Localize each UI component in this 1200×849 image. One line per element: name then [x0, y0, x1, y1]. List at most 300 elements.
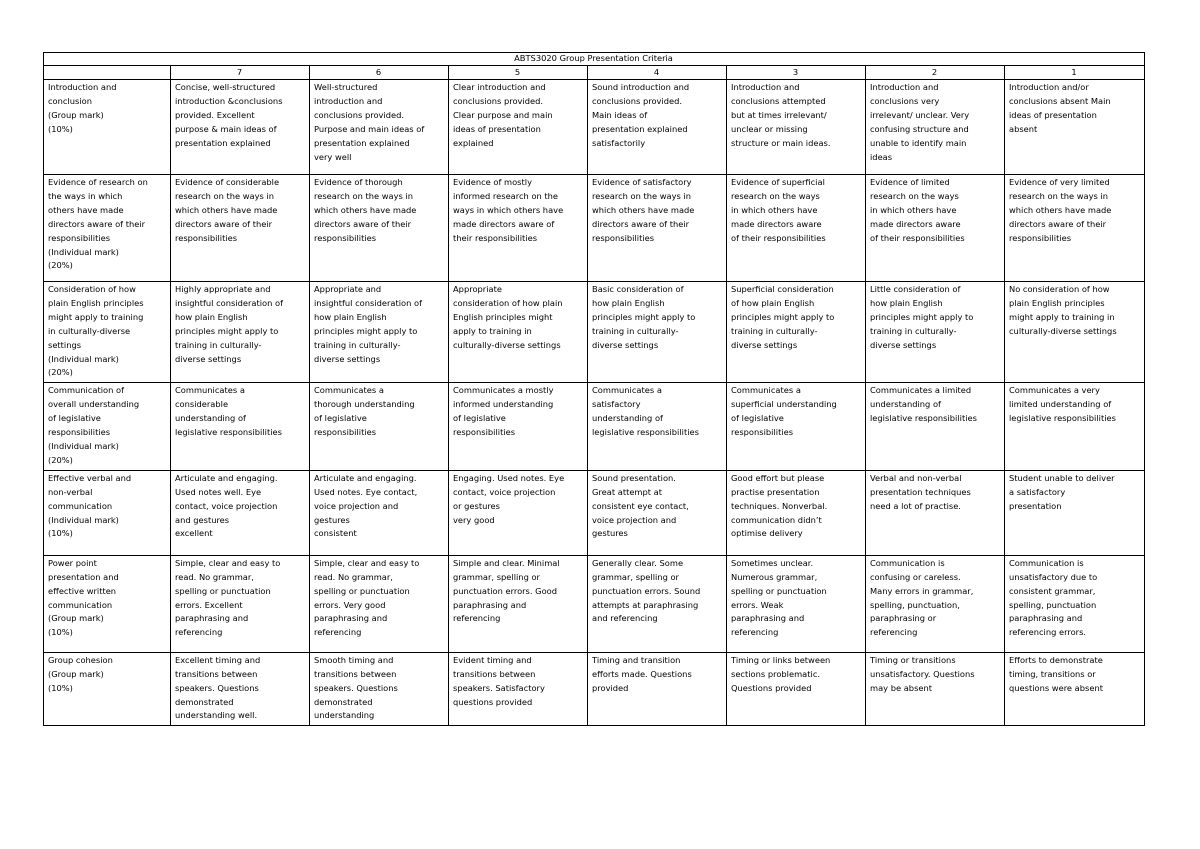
descriptor-line: presentation — [1009, 500, 1062, 511]
descriptor-line: plain English principles — [1009, 297, 1105, 308]
descriptor-line: training in culturally- — [175, 339, 262, 350]
descriptor-line: conclusions provided. — [314, 109, 405, 120]
descriptor-line: research on the ways — [731, 190, 820, 201]
criterion-line: (Individual mark) — [48, 353, 119, 364]
descriptor-line: spelling or punctuation — [175, 585, 271, 596]
criterion-line: presentation and — [48, 571, 119, 582]
descriptor-line: principles might apply to — [731, 311, 835, 322]
descriptor-line: responsibilities — [314, 427, 377, 438]
descriptor-line: provided. Excellent — [175, 109, 255, 120]
descriptor-line: techniques. Nonverbal. — [731, 500, 828, 511]
descriptor-line: speakers. Satisfactory — [453, 682, 545, 693]
descriptor-cell-score-2 — [866, 175, 1005, 282]
descriptor-line: transitions between — [175, 668, 258, 679]
criterion-line: Effective verbal and — [48, 472, 132, 483]
descriptor-line: Simple and clear. Minimal — [453, 557, 560, 568]
descriptor-line: paraphrasing and — [1009, 613, 1083, 624]
descriptor-line: consistent eye contact, — [592, 500, 689, 511]
descriptor-line: might apply to training in — [1009, 311, 1115, 322]
descriptor-cell-score-6 — [310, 555, 449, 652]
descriptor-line: contact, voice projection — [175, 500, 278, 511]
criterion-cell — [44, 652, 171, 726]
descriptor-line: referencing — [731, 627, 779, 638]
descriptor-line: irrelevant/ unclear. Very — [870, 109, 970, 120]
descriptor-line: referencing — [314, 627, 362, 638]
descriptor-line: referencing — [453, 613, 501, 624]
descriptor-line: demonstrated — [175, 696, 234, 707]
descriptor-line: principles might apply to — [870, 311, 974, 322]
descriptor-cell-score-4 — [588, 555, 727, 652]
descriptor-line: Evident timing and — [453, 654, 532, 665]
criterion-line: responsibilities — [48, 427, 111, 438]
descriptor-line: Great attempt at — [592, 486, 663, 497]
criterion-line: communication — [48, 599, 113, 610]
criterion-cell — [44, 555, 171, 652]
descriptor-line: made directors aware of — [453, 218, 555, 229]
criterion-line: (Group mark) — [48, 109, 104, 120]
criterion-line: others have made — [48, 204, 124, 215]
descriptor-cell-score-4 — [588, 383, 727, 470]
descriptor-line: which others have made — [1009, 204, 1112, 215]
criterion-line: in culturally-diverse — [48, 325, 131, 336]
descriptor-cell-score-5 — [449, 555, 588, 652]
descriptor-line: Little consideration of — [870, 284, 961, 294]
descriptor-cell-score-6 — [310, 652, 449, 726]
descriptor-line: Simple, clear and easy to — [314, 557, 420, 568]
descriptor-line: punctuation errors. Sound — [592, 585, 701, 596]
descriptor-line: informed understanding — [453, 399, 554, 410]
descriptor-line: introduction and — [314, 95, 383, 106]
criterion-line: (Group mark) — [48, 668, 104, 679]
descriptor-line: responsibilities — [175, 232, 238, 243]
descriptor-line: referencing errors. — [1009, 627, 1087, 638]
descriptor-line: gestures — [592, 528, 628, 539]
criterion-line: (Individual mark) — [48, 440, 119, 451]
descriptor-line: and referencing — [592, 613, 658, 624]
descriptor-line: diverse settings — [314, 353, 381, 364]
descriptor-line: responsibilities — [731, 427, 794, 438]
criterion-line: (20%) — [48, 454, 73, 465]
descriptor-line: insightful consideration of — [314, 297, 423, 308]
criterion-line: the ways in which — [48, 190, 123, 201]
descriptor-line: Introduction and — [870, 82, 939, 92]
criterion-line: (Individual mark) — [48, 514, 119, 525]
descriptor-line: Communication is — [870, 557, 945, 568]
descriptor-line: Student unable to deliver — [1009, 472, 1115, 483]
descriptor-cell-score-2 — [866, 282, 1005, 383]
descriptor-cell-score-7 — [171, 80, 310, 175]
descriptor-line: Evidence of superficial — [731, 177, 825, 187]
descriptor-line: Highly appropriate and — [175, 284, 271, 294]
descriptor-line: errors. Excellent — [175, 599, 243, 610]
descriptor-line: need a lot of practise. — [870, 500, 961, 511]
descriptor-line: Evidence of thorough — [314, 177, 403, 187]
descriptor-line: contact, voice projection — [453, 486, 556, 497]
descriptor-line: in which others have — [731, 204, 818, 215]
descriptor-line: understanding well. — [175, 710, 258, 721]
descriptor-line: speakers. Questions — [314, 682, 398, 693]
descriptor-line: purpose & main ideas of — [175, 123, 277, 134]
descriptor-line: responsibilities — [1009, 232, 1072, 243]
criterion-line: of legislative — [48, 413, 101, 424]
descriptor-cell-score-1 — [1005, 470, 1145, 555]
criterion-cell — [44, 282, 171, 383]
descriptor-line: but at times irrelevant/ — [731, 109, 827, 120]
descriptor-line: Evidence of mostly — [453, 177, 532, 187]
criterion-cell — [44, 175, 171, 282]
descriptor-line: conclusions provided. — [453, 95, 544, 106]
descriptor-line: which others have made — [314, 204, 417, 215]
descriptor-line: English principles might — [453, 311, 553, 322]
descriptor-line: consistent — [314, 528, 357, 539]
criterion-row — [44, 652, 1145, 726]
descriptor-line: diverse settings — [870, 339, 937, 350]
descriptor-line: Communicates a limited — [870, 385, 972, 396]
descriptor-cell-score-6 — [310, 80, 449, 175]
descriptor-line: made directors aware — [731, 218, 822, 229]
descriptor-line: questions were absent — [1009, 682, 1103, 693]
descriptor-line: presentation techniques — [870, 486, 971, 497]
descriptor-line: provided — [592, 682, 629, 693]
descriptor-line: Evidence of limited — [870, 177, 950, 187]
descriptor-line: Well-structured — [314, 82, 378, 92]
descriptor-cell-score-4 — [588, 282, 727, 383]
descriptor-line: culturally-diverse settings — [453, 339, 561, 350]
criterion-line: (Group mark) — [48, 613, 104, 624]
descriptor-line: Evidence of considerable — [175, 177, 280, 187]
descriptor-line: Appropriate and — [314, 284, 382, 294]
score-header-2: 2 — [866, 66, 1005, 80]
descriptor-line: Concise, well-structured — [175, 82, 276, 92]
criterion-header-cell — [44, 66, 171, 80]
descriptor-line: training in culturally- — [731, 325, 818, 336]
descriptor-line: Articulate and engaging. — [175, 472, 278, 483]
descriptor-line: Sound introduction and — [592, 82, 690, 92]
descriptor-line: which others have made — [592, 204, 695, 215]
descriptor-cell-score-6 — [310, 175, 449, 282]
criterion-line: (10%) — [48, 528, 73, 539]
descriptor-line: apply to training in — [453, 325, 532, 336]
descriptor-line: conclusions absent Main — [1009, 95, 1111, 106]
descriptor-line: of how plain English — [731, 297, 815, 308]
descriptor-line: of legislative — [314, 413, 367, 424]
criterion-line: effective written — [48, 585, 117, 596]
descriptor-line: Introduction and/or — [1009, 82, 1089, 92]
descriptor-line: structure or main ideas. — [731, 137, 831, 148]
descriptor-cell-score-1 — [1005, 383, 1145, 470]
descriptor-line: Superficial consideration — [731, 284, 834, 294]
descriptor-line: referencing — [175, 627, 223, 638]
criterion-cell — [44, 383, 171, 470]
descriptor-line: Clear introduction and — [453, 82, 546, 92]
descriptor-line: absent — [1009, 123, 1038, 134]
descriptor-line: introduction &conclusions — [175, 95, 283, 106]
descriptor-line: excellent — [175, 528, 213, 539]
descriptor-line: Clear purpose and main — [453, 109, 553, 120]
rubric-title: ABTS3020 Group Presentation Criteria — [44, 53, 1145, 66]
descriptor-line: Numerous grammar, — [731, 571, 818, 582]
descriptor-line: made directors aware — [870, 218, 961, 229]
descriptor-line: diverse settings — [731, 339, 798, 350]
descriptor-cell-score-3 — [727, 80, 866, 175]
descriptor-line: spelling or punctuation — [314, 585, 410, 596]
descriptor-cell-score-1 — [1005, 652, 1145, 726]
descriptor-line: ideas — [870, 151, 893, 162]
descriptor-line: a satisfactory — [1009, 486, 1066, 497]
criterion-line: Introduction and — [48, 82, 117, 92]
criterion-row — [44, 175, 1145, 282]
descriptor-line: Excellent timing and — [175, 654, 261, 665]
descriptor-line: presentation explained — [175, 137, 271, 148]
descriptor-line: paraphrasing and — [731, 613, 805, 624]
descriptor-cell-score-5 — [449, 282, 588, 383]
descriptor-line: Engaging. Used notes. Eye — [453, 472, 565, 483]
descriptor-line: Used notes well. Eye — [175, 486, 262, 497]
criterion-row — [44, 80, 1145, 175]
descriptor-cell-score-6 — [310, 282, 449, 383]
score-header-7: 7 — [171, 66, 310, 80]
descriptor-line: Simple, clear and easy to — [175, 557, 281, 568]
criterion-line: overall understanding — [48, 399, 140, 410]
descriptor-line: Smooth timing and — [314, 654, 394, 665]
descriptor-line: Introduction and — [731, 82, 800, 92]
descriptor-cell-score-1 — [1005, 282, 1145, 383]
descriptor-line: voice projection and — [592, 514, 677, 525]
descriptor-cell-score-2 — [866, 470, 1005, 555]
descriptor-line: presentation explained — [592, 123, 688, 134]
descriptor-cell-score-2 — [866, 80, 1005, 175]
descriptor-line: unsatisfactory due to — [1009, 571, 1098, 582]
descriptor-line: efforts made. Questions — [592, 668, 692, 679]
descriptor-cell-score-5 — [449, 383, 588, 470]
descriptor-line: legislative responsibilities — [175, 427, 282, 438]
criterion-line: might apply to training — [48, 311, 144, 322]
descriptor-line: Timing or transitions — [870, 654, 956, 665]
criterion-line: Group cohesion — [48, 654, 113, 665]
descriptor-line: legislative responsibilities — [870, 413, 977, 424]
descriptor-line: paraphrasing and — [314, 613, 388, 624]
descriptor-line: gestures — [314, 514, 350, 525]
criterion-line: Evidence of research on — [48, 177, 148, 187]
descriptor-line: grammar, spelling or — [453, 571, 540, 582]
descriptor-line: ways in which others have — [453, 204, 564, 215]
descriptor-line: Timing or links between — [731, 654, 831, 665]
descriptor-line: grammar, spelling or — [592, 571, 679, 582]
descriptor-line: directors aware of their — [1009, 218, 1107, 229]
descriptor-line: directors aware of their — [314, 218, 412, 229]
descriptor-line: errors. Very good — [314, 599, 386, 610]
descriptor-line: Communication is — [1009, 557, 1084, 568]
descriptor-line: responsibilities — [453, 427, 516, 438]
score-header-1: 1 — [1005, 66, 1145, 80]
criterion-line: Power point — [48, 557, 97, 568]
descriptor-line: principles might apply to — [592, 311, 696, 322]
descriptor-line: superficial understanding — [731, 399, 837, 410]
descriptor-line: very good — [453, 514, 495, 525]
descriptor-cell-score-7 — [171, 383, 310, 470]
descriptor-line: transitions between — [453, 668, 536, 679]
descriptor-line: confusing structure and — [870, 123, 969, 134]
descriptor-line: consistent grammar, — [1009, 585, 1096, 596]
descriptor-line: culturally-diverse settings — [1009, 325, 1117, 336]
criterion-line: plain English principles — [48, 297, 144, 308]
descriptor-cell-score-3 — [727, 383, 866, 470]
descriptor-line: Many errors in grammar, — [870, 585, 974, 596]
descriptor-line: thorough understanding — [314, 399, 415, 410]
descriptor-line: demonstrated — [314, 696, 373, 707]
descriptor-line: Efforts to demonstrate — [1009, 654, 1103, 665]
criterion-line: communication — [48, 500, 113, 511]
descriptor-line: how plain English — [175, 311, 248, 322]
descriptor-line: how plain English — [314, 311, 387, 322]
descriptor-line: Evidence of satisfactory — [592, 177, 692, 187]
descriptor-line: optimise delivery — [731, 528, 803, 539]
descriptor-line: presentation explained — [314, 137, 410, 148]
descriptor-line: spelling or punctuation — [731, 585, 827, 596]
criterion-line: (10%) — [48, 682, 73, 693]
score-header-4: 4 — [588, 66, 727, 80]
descriptor-line: may be absent — [870, 682, 933, 693]
descriptor-line: of legislative — [453, 413, 506, 424]
descriptor-cell-score-7 — [171, 175, 310, 282]
descriptor-line: Timing and transition — [592, 654, 681, 665]
descriptor-cell-score-1 — [1005, 80, 1145, 175]
descriptor-line: Main ideas of — [592, 109, 648, 120]
descriptor-cell-score-2 — [866, 555, 1005, 652]
descriptor-line: Sound presentation. — [592, 472, 676, 483]
descriptor-line: Generally clear. Some — [592, 557, 684, 568]
descriptor-line: unclear or missing — [731, 123, 808, 134]
descriptor-cell-score-5 — [449, 80, 588, 175]
descriptor-line: conclusions very — [870, 95, 940, 106]
descriptor-line: communication didn’t — [731, 514, 822, 525]
descriptor-line: ideas of presentation — [1009, 109, 1097, 120]
criterion-line: Consideration of how — [48, 284, 136, 294]
descriptor-cell-score-7 — [171, 652, 310, 726]
descriptor-line: legislative responsibilities — [592, 427, 699, 438]
descriptor-line: and gestures — [175, 514, 230, 525]
descriptor-line: Good effort but please — [731, 472, 825, 483]
descriptor-line: Articulate and engaging. — [314, 472, 417, 483]
descriptor-line: research on the ways in — [175, 190, 275, 201]
descriptor-cell-score-4 — [588, 80, 727, 175]
descriptor-line: practise presentation — [731, 486, 820, 497]
descriptor-line: paraphrasing and — [453, 599, 527, 610]
descriptor-line: responsibilities — [592, 232, 655, 243]
descriptor-line: directors aware of their — [592, 218, 690, 229]
descriptor-cell-score-3 — [727, 470, 866, 555]
descriptor-cell-score-6 — [310, 383, 449, 470]
descriptor-line: Questions provided — [731, 682, 812, 693]
descriptor-line: transitions between — [314, 668, 397, 679]
descriptor-line: very well — [314, 151, 352, 162]
criterion-line: (10%) — [48, 123, 73, 134]
score-header-5: 5 — [449, 66, 588, 80]
descriptor-line: of their responsibilities — [731, 232, 826, 243]
descriptor-line: their responsibilities — [453, 232, 538, 243]
descriptor-line: paraphrasing and — [175, 613, 249, 624]
descriptor-cell-score-2 — [866, 652, 1005, 726]
criterion-line: Communication of — [48, 385, 125, 396]
criterion-line: (10%) — [48, 627, 73, 638]
descriptor-line: satisfactory — [592, 399, 641, 410]
descriptor-line: how plain English — [870, 297, 943, 308]
descriptor-line: understanding of — [175, 413, 246, 424]
descriptor-line: training in culturally- — [592, 325, 679, 336]
criterion-line: responsibilities — [48, 232, 111, 243]
descriptor-line: referencing — [870, 627, 918, 638]
descriptor-cell-score-5 — [449, 470, 588, 555]
descriptor-cell-score-4 — [588, 175, 727, 282]
descriptor-cell-score-3 — [727, 282, 866, 383]
score-header-6: 6 — [310, 66, 449, 80]
descriptor-line: Communicates a — [731, 385, 801, 396]
criterion-line: conclusion — [48, 95, 92, 106]
descriptor-line: considerable — [175, 399, 229, 410]
descriptor-cell-score-7 — [171, 555, 310, 652]
descriptor-line: Evidence of very limited — [1009, 177, 1110, 187]
descriptor-line: Communicates a — [592, 385, 662, 396]
descriptor-cell-score-1 — [1005, 175, 1145, 282]
descriptor-line: errors. Weak — [731, 599, 784, 610]
descriptor-line: speakers. Questions — [175, 682, 259, 693]
descriptor-cell-score-6 — [310, 470, 449, 555]
descriptor-line: voice projection and — [314, 500, 399, 511]
descriptor-line: in which others have — [870, 204, 957, 215]
descriptor-line: read. No grammar, — [314, 571, 393, 582]
descriptor-line: sections problematic. — [731, 668, 821, 679]
score-header-3: 3 — [727, 66, 866, 80]
descriptor-cell-score-2 — [866, 383, 1005, 470]
descriptor-line: insightful consideration of — [175, 297, 284, 308]
criterion-row — [44, 282, 1145, 383]
criterion-row — [44, 383, 1145, 470]
descriptor-cell-score-3 — [727, 652, 866, 726]
descriptor-cell-score-7 — [171, 282, 310, 383]
descriptor-line: training in culturally- — [870, 325, 957, 336]
descriptor-line: diverse settings — [592, 339, 659, 350]
descriptor-line: unsatisfactory. Questions — [870, 668, 975, 679]
descriptor-cell-score-1 — [1005, 555, 1145, 652]
descriptor-line: understanding of — [592, 413, 663, 424]
descriptor-line: limited understanding of — [1009, 399, 1112, 410]
descriptor-line: Communicates a — [314, 385, 384, 396]
descriptor-line: read. No grammar, — [175, 571, 254, 582]
descriptor-line: training in culturally- — [314, 339, 401, 350]
descriptor-line: paraphrasing or — [870, 613, 937, 624]
descriptor-line: conclusions attempted — [731, 95, 826, 106]
criterion-cell — [44, 470, 171, 555]
criterion-row — [44, 470, 1145, 555]
descriptor-line: how plain English — [592, 297, 665, 308]
descriptor-line: Used notes. Eye contact, — [314, 486, 418, 497]
descriptor-line: Communicates a — [175, 385, 245, 396]
descriptor-line: unable to identify main — [870, 137, 967, 148]
criterion-line: (20%) — [48, 260, 73, 271]
descriptor-line: research on the ways in — [314, 190, 414, 201]
descriptor-line: confusing or careless. — [870, 571, 961, 582]
descriptor-line: No consideration of how — [1009, 284, 1110, 294]
criterion-line: non-verbal — [48, 486, 93, 497]
descriptor-line: understanding — [314, 710, 375, 721]
descriptor-line: attempts at paraphrasing — [592, 599, 699, 610]
descriptor-line: of their responsibilities — [870, 232, 965, 243]
descriptor-line: Appropriate — [453, 284, 502, 294]
descriptor-line: research on the ways — [870, 190, 959, 201]
descriptor-line: principles might apply to — [314, 325, 418, 336]
descriptor-cell-score-4 — [588, 652, 727, 726]
criterion-line: (20%) — [48, 367, 73, 378]
